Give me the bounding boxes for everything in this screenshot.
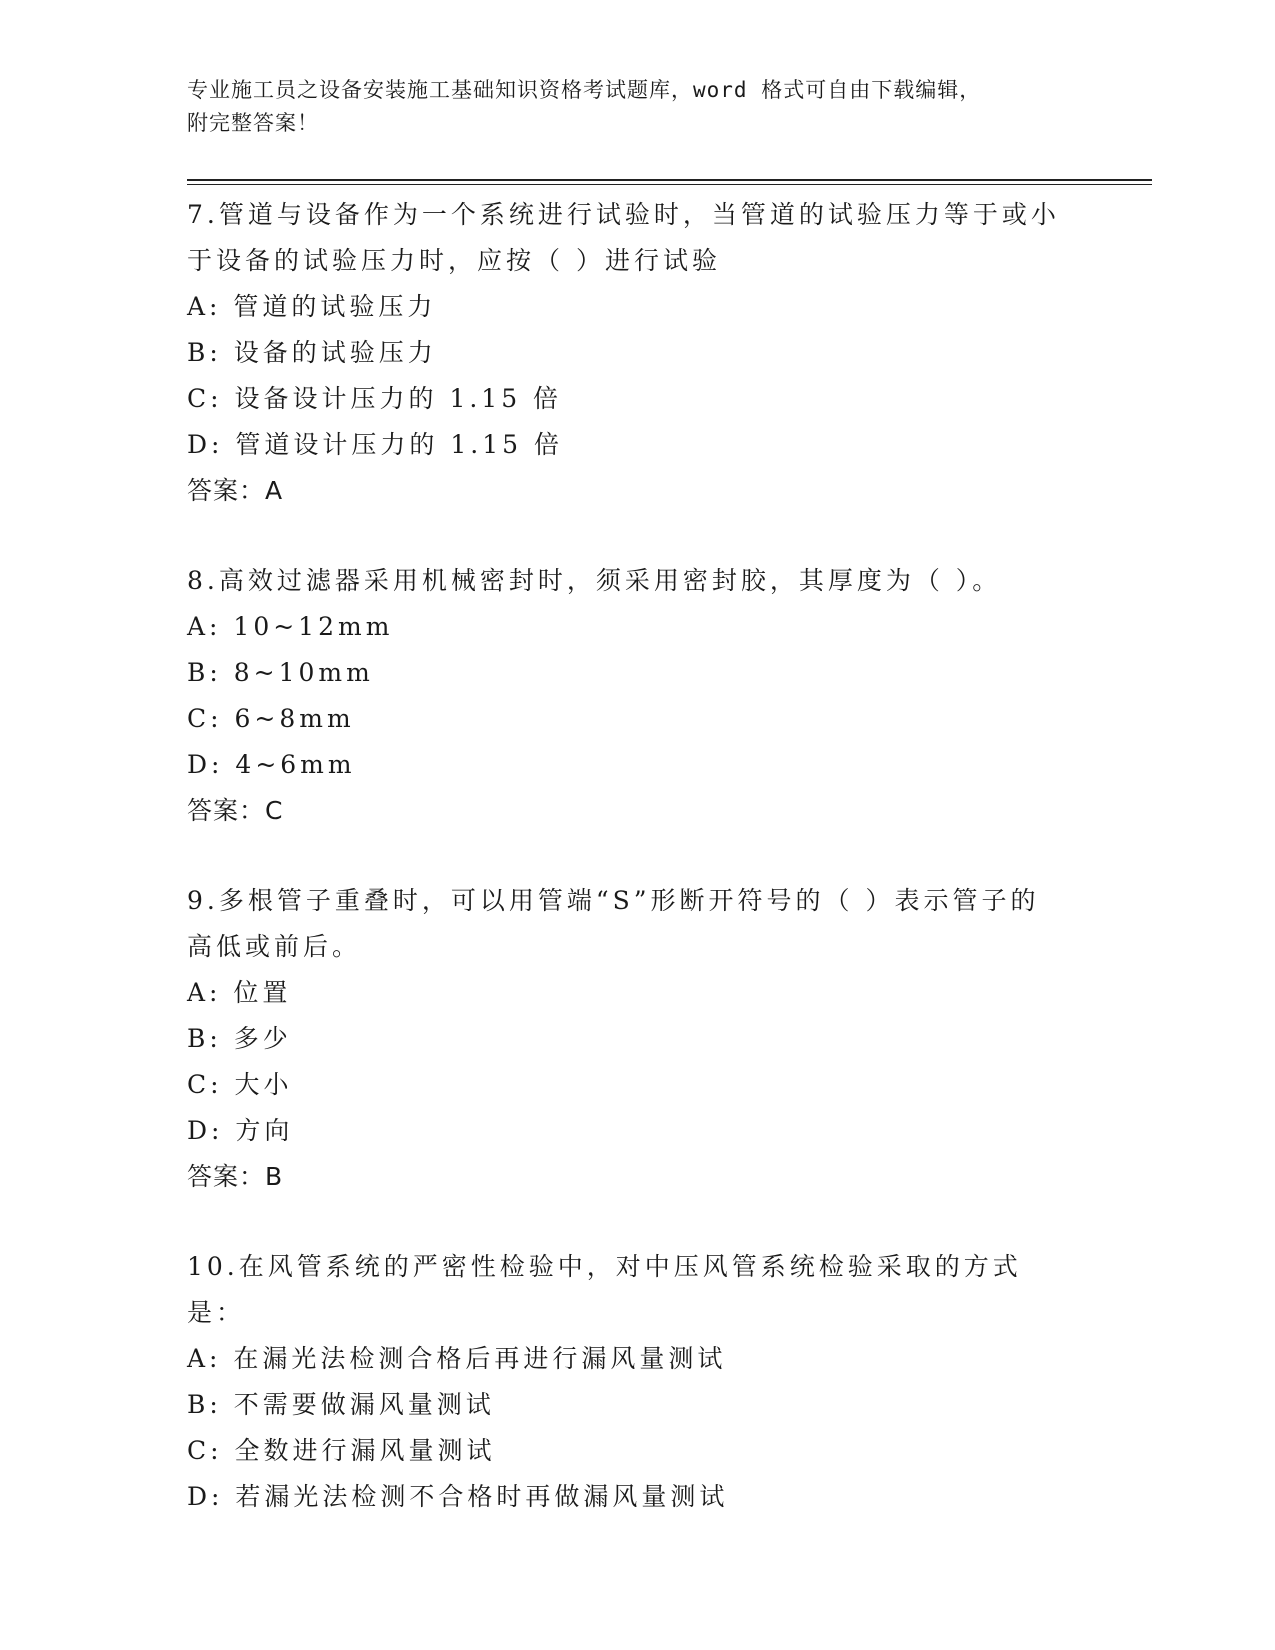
option-c: C: 全数进行漏风量测试 xyxy=(187,1436,496,1465)
answer: 答案：A xyxy=(187,476,284,505)
header-divider-thin xyxy=(187,184,1152,185)
question-9 xyxy=(187,878,1067,1200)
answer: 答案：B xyxy=(187,1162,284,1191)
answer: 答案：C xyxy=(187,796,284,825)
header-line-2: 附完整答案！ xyxy=(187,111,319,135)
option-d: D: 方向 xyxy=(187,1116,294,1145)
option-b: B: 设备的试验压力 xyxy=(187,338,437,367)
question-stem: 9.多根管子重叠时，可以用管端“S”形断开符号的（ ）表示管子的高低或前后。 xyxy=(187,886,1040,961)
option-a: A: 位置 xyxy=(187,978,292,1007)
option-b: B: 8~10mm xyxy=(187,658,374,687)
option-b: B: 多少 xyxy=(187,1024,292,1053)
option-a: A: 管道的试验压力 xyxy=(187,292,437,321)
question-stem: 7.管道与设备作为一个系统进行试验时，当管道的试验压力等于或小于设备的试验压力时，应按（ ）进行试验 xyxy=(187,200,1060,275)
header-divider-thick xyxy=(187,179,1152,181)
option-d: D: 若漏光法检测不合格时再做漏风量测试 xyxy=(187,1482,729,1511)
question-stem: 8.高效过滤器采用机械密封时，须采用密封胶，其厚度为（ ）。 xyxy=(187,566,1002,595)
option-a: A: 在漏光法检测合格后再进行漏风量测试 xyxy=(187,1344,727,1373)
question-list xyxy=(187,192,1067,1564)
document-header xyxy=(187,74,1067,140)
option-c: C: 大小 xyxy=(187,1070,293,1099)
option-c: C: 设备设计压力的 1.15 倍 xyxy=(187,384,563,413)
question-10 xyxy=(187,1244,1067,1520)
option-c: C: 6~8mm xyxy=(187,704,355,733)
question-8 xyxy=(187,558,1067,834)
option-d: D: 4~6mm xyxy=(187,750,356,779)
option-a: A: 10~12mm xyxy=(187,612,394,641)
question-stem: 10.在风管系统的严密性检验中，对中压风管系统检验采取的方式是： xyxy=(187,1252,1022,1327)
header-line-1: 专业施工员之设备安装施工基础知识资格考试题库，word 格式可自由下载编辑， xyxy=(187,78,982,102)
question-7 xyxy=(187,192,1067,514)
option-b: B: 不需要做漏风量测试 xyxy=(187,1390,495,1419)
option-d: D: 管道设计压力的 1.15 倍 xyxy=(187,430,563,459)
